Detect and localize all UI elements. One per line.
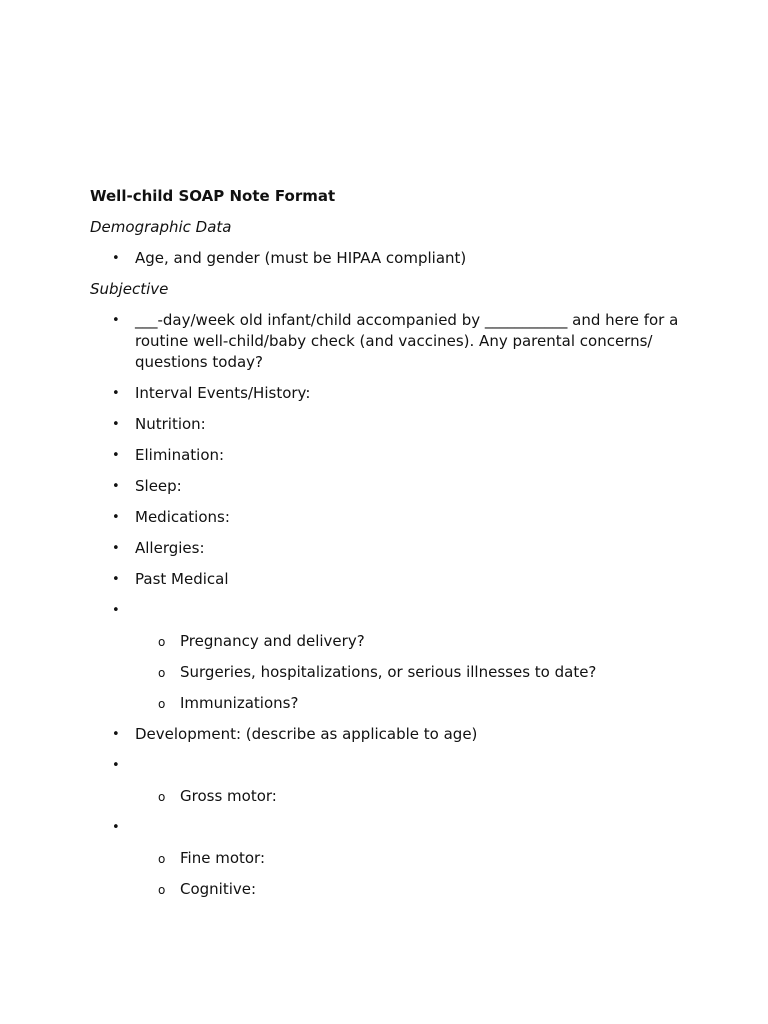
bullet-icon: • <box>112 479 120 494</box>
sub-list-item-text: Pregnancy and delivery? <box>180 632 365 650</box>
list-item <box>90 310 690 373</box>
sub-list-item <box>90 848 690 869</box>
bullet-icon: • <box>112 603 120 618</box>
bullet-icon: • <box>112 510 120 525</box>
list-item <box>90 724 690 745</box>
list-item-text: Past Medical <box>135 570 229 588</box>
list-item <box>90 383 690 404</box>
list-item <box>90 414 690 435</box>
list-item <box>90 569 690 590</box>
sub-list-item-text: Surgeries, hospitalizations, or serious illnesses to date? <box>180 663 597 681</box>
bullet-icon: • <box>112 758 120 773</box>
list-item <box>90 476 690 497</box>
sub-list-item <box>90 662 690 683</box>
list-item-text: Age, and gender (must be HIPAA compliant) <box>135 249 467 267</box>
list-item <box>90 507 690 528</box>
empty-list-item <box>90 755 690 776</box>
sub-bullet-icon: o <box>158 635 166 649</box>
subjective-heading: Subjective <box>90 280 169 298</box>
demographic-heading: Demographic Data <box>90 218 232 236</box>
list-item-text: Interval Events/History: <box>135 384 311 402</box>
list-item-text: Development: (describe as applicable to age) <box>135 725 478 743</box>
sub-bullet-icon: o <box>158 883 166 897</box>
empty-list-item <box>90 600 690 621</box>
empty-list-item <box>90 817 690 838</box>
sub-list-item-text: Fine motor: <box>180 849 266 867</box>
bullet-icon: • <box>112 572 120 587</box>
bullet-icon: • <box>112 386 120 401</box>
document-page <box>90 186 690 910</box>
list-item-text: Allergies: <box>135 539 205 557</box>
bullet-icon: • <box>112 727 120 742</box>
bullet-icon: • <box>112 417 120 432</box>
bullet-icon: • <box>112 313 120 328</box>
list-item <box>90 248 690 269</box>
list-item <box>90 445 690 466</box>
sub-list-item-text: Cognitive: <box>180 880 257 898</box>
bullet-icon: • <box>112 251 120 266</box>
list-item-text: Elimination: <box>135 446 225 464</box>
sub-bullet-icon: o <box>158 697 166 711</box>
sub-bullet-icon: o <box>158 666 166 680</box>
list-item <box>90 538 690 559</box>
sub-bullet-icon: o <box>158 852 166 866</box>
sub-list-item <box>90 631 690 652</box>
list-item-text: Nutrition: <box>135 415 206 433</box>
bullet-icon: • <box>112 541 120 556</box>
sub-list-item-text: Gross motor: <box>180 787 277 805</box>
sub-list-item <box>90 693 690 714</box>
document-title: Well-child SOAP Note Format <box>90 187 336 205</box>
bullet-icon: • <box>112 820 120 835</box>
list-item-text: Sleep: <box>135 477 182 495</box>
sub-list-item <box>90 879 690 900</box>
list-item-text: Medications: <box>135 508 230 526</box>
sub-list-item <box>90 786 690 807</box>
bullet-icon: • <box>112 448 120 463</box>
sub-bullet-icon: o <box>158 790 166 804</box>
sub-list-item-text: Immunizations? <box>180 694 299 712</box>
list-item-text: ___-day/week old infant/child accompanied by ___________ and here for a routine well-child/baby check (and vaccines). Any parental concerns/ questions today? <box>135 311 679 371</box>
